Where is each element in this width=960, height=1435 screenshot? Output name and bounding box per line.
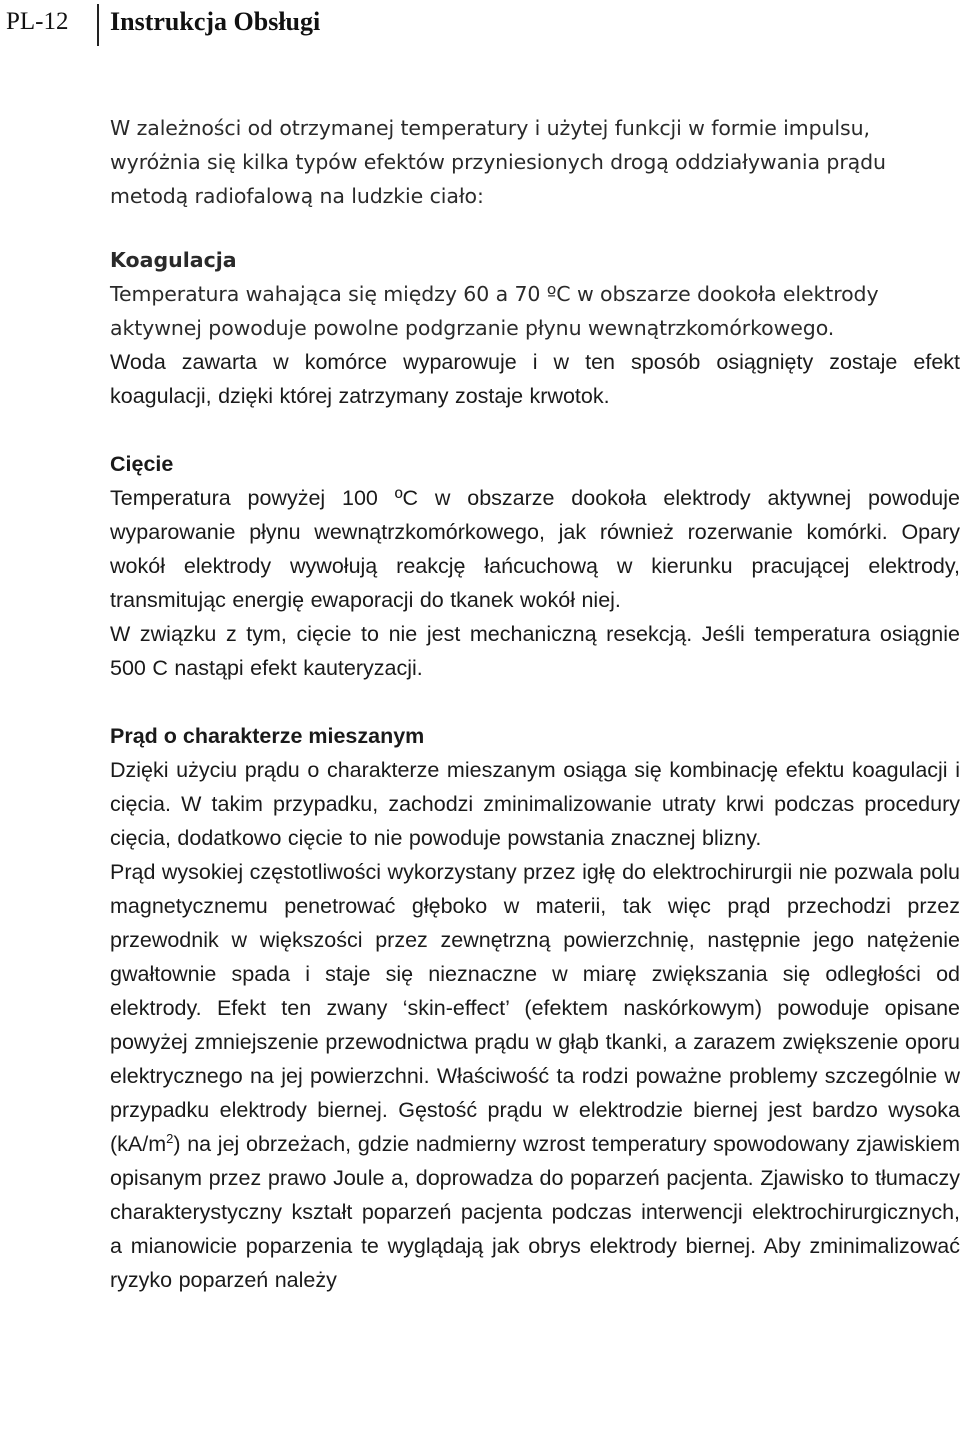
section-heading-koagulacja: Koagulacja	[110, 248, 237, 272]
koagulacja-paragraph-2: Woda zawarta w komórce wyparowuje i w ten sposób osiągnięty zostaje efekt koagulacji, dzięki której zatrzymany zostaje krwotok.	[110, 350, 960, 408]
prad-mieszany-paragraph-1: Dzięki użyciu prądu o charakterze mieszanym osiąga się kombinację efektu koagulacji i cięcia. W takim przypadku, zachodzi zminimalizowanie utraty krwi podczas procedury cięcia, dodatkowo cięcie to nie powoduje powstania znacznej blizny.	[110, 758, 960, 850]
section-heading-prad-mieszany: Prąd o charakterze mieszanym	[110, 724, 425, 748]
document-title: Instrukcja Obsługi	[110, 7, 321, 36]
ciecie-paragraph-2: W związku z tym, cięcie to nie jest mechaniczną resekcją. Jeśli temperatura osiągnie 500 C nastąpi efekt kauteryzacji.	[110, 622, 960, 680]
koagulacja-paragraph-1: Temperatura wahająca się między 60 a 70 ºC w obszarze dookoła elektrody aktywnej powoduje powolne podgrzanie płynu wewnątrzkomórkowego.	[110, 282, 879, 340]
page-number: PL-12	[6, 8, 69, 35]
page-content	[110, 111, 960, 1297]
superscript-exponent: 2	[166, 1130, 174, 1146]
header-divider	[97, 4, 99, 46]
prad-mieszany-paragraph-2	[110, 855, 960, 1297]
prad-mieszany-text-part-2: ) na jej obrzeżach, gdzie nadmierny wzrost temperatury spowodowany zjawiskiem opisanym przez prawo Joule a, doprowadza do poparzeń pacjenta. Zjawisko to tłumaczy charakterystyczny kształt poparzeń pacjenta podczas interwencji elektrochirurgicznych, a mianowicie poparzenia te wyglądają jak obrys elektrody biernej. Aby zminimalizować ryzyko poparzeń należy	[110, 1132, 960, 1292]
ciecie-paragraph-1: Temperatura powyżej 100 ºC w obszarze dookoła elektrody aktywnej powoduje wyparowanie płynu wewnątrzkomórkowego, jak również rozerwanie komórki. Opary wokół elektrody wywołują reakcję łańcuchową w kierunku pracującej elektrody, transmitując energię ewaporacji do tkanek wokół niej.	[110, 486, 960, 612]
page-header	[0, 0, 960, 50]
prad-mieszany-text-part-1: Prąd wysokiej częstotliwości wykorzystany przez igłę do elektrochirurgii nie pozwala polu magnetycznemu penetrować głęboko w materii, tak więc prąd przechodzi przez przewodnik w większości przez zewnętrzną powierzchnię, następnie jego natężenie gwałtownie spada i staje się nieznaczne w miarę zwiększania się odległości od elektrody. Efekt ten zwany ‘skin-effect’ (efektem naskórkowym) powoduje opisane powyżej zmniejszenie przewodnictwa prądu w głąb tkanki, a zarazem zwiększenie oporu elektrycznego na jej powierzchni. Właściwość ta rodzi poważne problemy szczególnie w przypadku elektrody biernej. Gęstość prądu w elektrodzie biernej jest bardzo wysoka (kA/m	[110, 860, 960, 1156]
section-heading-ciecie: Cięcie	[110, 452, 174, 476]
intro-paragraph: W zależności od otrzymanej temperatury i użytej funkcji w formie impulsu, wyróżnia się kilka typów efektów przyniesionych drogą oddziaływania prądu metodą radiofalową na ludzkie ciało:	[110, 116, 886, 208]
